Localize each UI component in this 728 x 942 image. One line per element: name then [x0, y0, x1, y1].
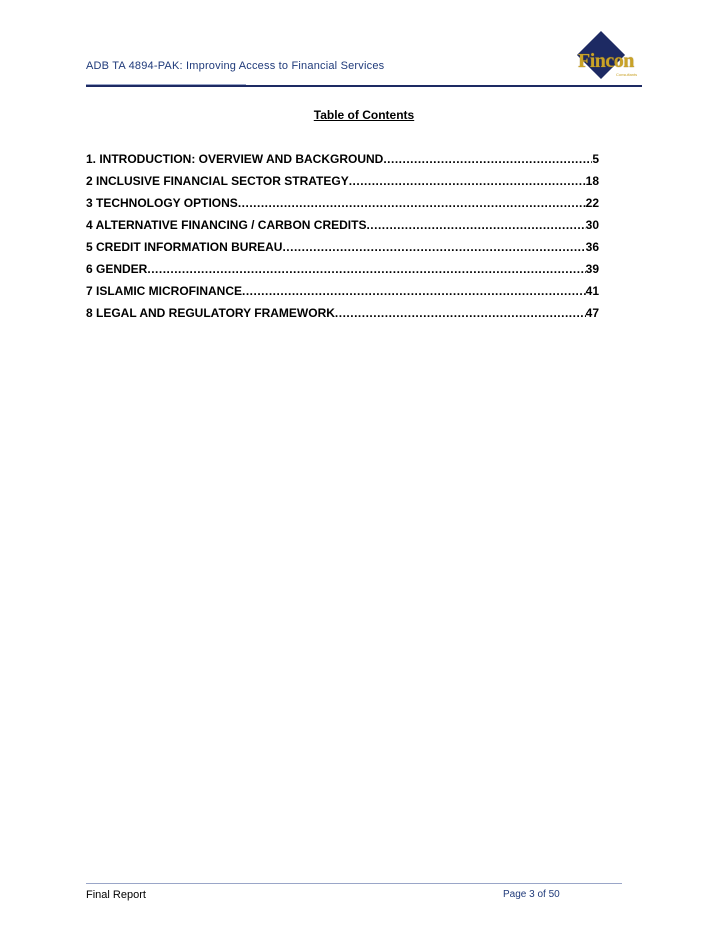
document-header-title: ADB TA 4894-PAK: Improving Access to Financial Services — [86, 60, 385, 72]
fincon-logo — [570, 36, 646, 84]
toc-entry-title: 7 ISLAMIC MICROFINANCE — [86, 284, 242, 298]
toc-entry-page: 47 — [585, 306, 599, 320]
toc-entry-title: 6 GENDER — [86, 262, 148, 276]
logo-subtitle: Consultants — [616, 72, 638, 77]
toc-entry-title: 5 CREDIT INFORMATION BUREAU — [86, 240, 283, 254]
toc-entry-title: 2 INCLUSIVE FINANCIAL SECTOR STRATEGY — [86, 174, 349, 188]
toc-entry-page: 5 — [592, 152, 599, 166]
footer-page-number: Page 3 of 50 — [503, 889, 560, 900]
toc-entry-page: 18 — [585, 174, 599, 188]
toc-entry-page: 36 — [585, 240, 599, 254]
toc-entry-islamic-microfinance[interactable] — [86, 280, 599, 302]
toc-entry-gender[interactable] — [86, 258, 599, 280]
toc-entry-title: 1. INTRODUCTION: OVERVIEW AND BACKGROUND — [86, 152, 384, 166]
table-of-contents — [86, 148, 599, 324]
toc-dot-leader — [242, 280, 586, 302]
toc-dot-leader — [282, 236, 585, 258]
toc-entry-inclusive-financial-sector-strategy[interactable] — [86, 170, 599, 192]
toc-entry-credit-information-bureau[interactable] — [86, 236, 599, 258]
toc-dot-leader — [366, 214, 585, 236]
toc-dot-leader — [349, 170, 586, 192]
header-rule — [86, 85, 642, 87]
toc-entry-alternative-financing[interactable] — [86, 214, 599, 236]
toc-entry-page: 22 — [585, 196, 599, 210]
toc-entry-introduction[interactable] — [86, 148, 599, 170]
footer-report-label: Final Report — [86, 889, 146, 901]
toc-entry-page: 30 — [585, 218, 599, 232]
toc-entry-legal-and-regulatory-framework[interactable] — [86, 302, 599, 324]
toc-dot-leader — [147, 258, 585, 280]
toc-entry-technology-options[interactable] — [86, 192, 599, 214]
toc-entry-page: 39 — [585, 262, 599, 276]
toc-dot-leader — [383, 148, 592, 170]
toc-dot-leader — [238, 192, 586, 214]
logo-wordmark: Fincon — [578, 50, 634, 72]
toc-entry-page: 41 — [585, 284, 599, 298]
footer-rule — [86, 883, 622, 884]
toc-entry-title: 8 LEGAL AND REGULATORY FRAMEWORK — [86, 306, 335, 320]
toc-entry-title: 3 TECHNOLOGY OPTIONS — [86, 196, 238, 210]
toc-entry-title: 4 ALTERNATIVE FINANCING / CARBON CREDITS — [86, 218, 367, 232]
toc-dot-leader — [335, 302, 586, 324]
toc-heading: Table of Contents — [313, 108, 415, 122]
